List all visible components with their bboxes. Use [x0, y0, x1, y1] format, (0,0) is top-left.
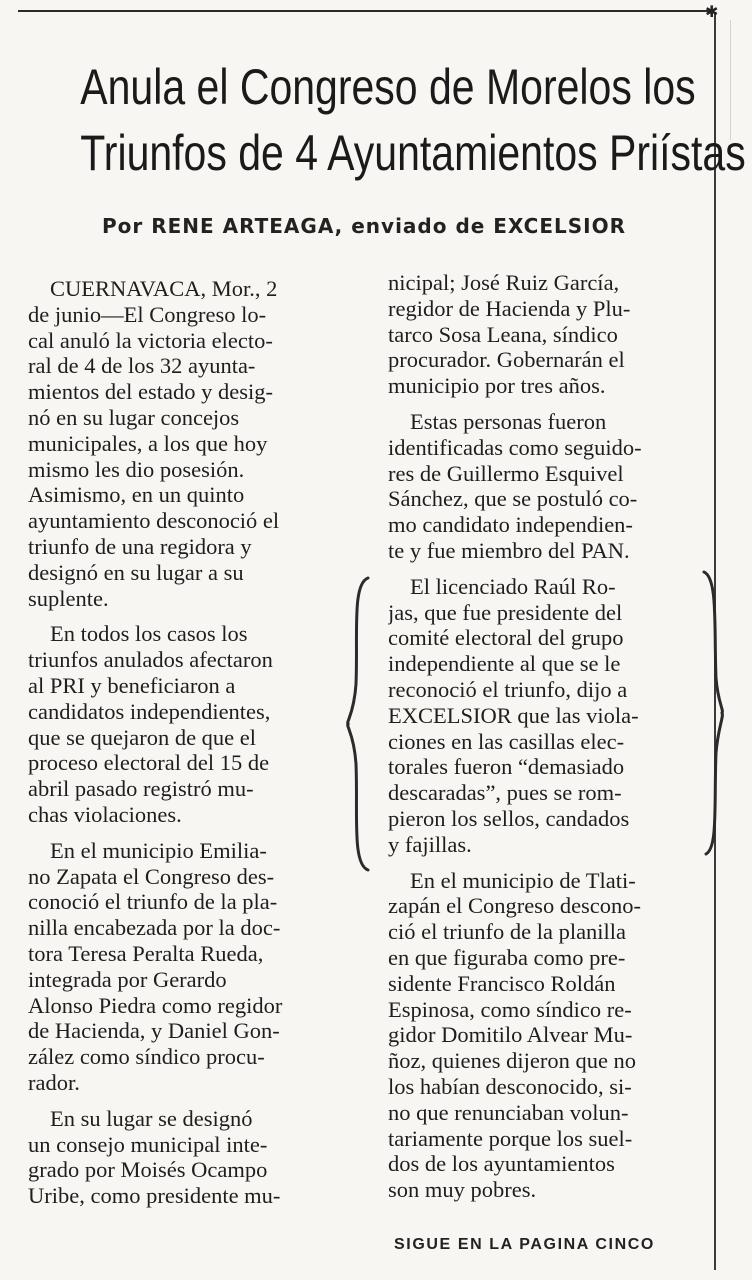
text-line: descaradas”, pues se rom- [388, 780, 622, 806]
text-line: mo candidato independien- [388, 512, 633, 538]
text-line: Alonso Piedra como regidor [28, 992, 283, 1018]
headline [80, 54, 746, 186]
text-line: triunfos anulados afectaron [28, 647, 273, 673]
paragraph-gap [388, 564, 710, 574]
text-line: nilla encabezada por la doc- [28, 915, 281, 941]
headline-line: Anula el Congreso de Morelos los [80, 59, 696, 115]
paragraph-gap [28, 1096, 348, 1106]
text-line: En todos los casos los [50, 621, 248, 647]
handwritten-brace-left [344, 574, 372, 874]
continuation-note: SIGUE EN LA PAGINA CINCO [394, 1236, 655, 1253]
text-line: Uribe, como presidente mu- [28, 1183, 281, 1209]
text-line: que se quejaron de que el [28, 724, 257, 750]
text-line: reconoció el triunfo, dijo a [388, 676, 628, 702]
text-line: abril pasado registró mu- [28, 776, 254, 802]
text-line: identificadas como seguido- [388, 434, 642, 460]
text-line: cal anuló la victoria electo- [28, 327, 273, 353]
paragraph-gap [388, 858, 710, 868]
text-line: grado por Moisés Ocampo [28, 1157, 268, 1183]
text-line: te y fue miembro del PAN. [388, 537, 630, 563]
text-line: procurador. Gobernarán el [388, 347, 625, 373]
text-line: tora Teresa Peralta Rueda, [28, 940, 264, 966]
text-line: zález como síndico procu- [28, 1044, 265, 1070]
text-line: designó en su lugar a su [28, 559, 244, 585]
text-line: EXCELSIOR que las viola- [388, 702, 639, 728]
text-line: CUERNAVACA, Mor., 2 [50, 276, 278, 301]
text-line: Asimismo, en un quinto [28, 482, 245, 508]
text-line: dos de los ayuntamientos [388, 1151, 615, 1177]
text-line: municipio por tres años. [388, 373, 606, 399]
paragraph-gap [28, 828, 348, 838]
text-line: integrada por Gerardo [28, 966, 227, 992]
right-column [388, 270, 710, 1203]
text-line: de junio—El Congreso lo- [28, 301, 267, 327]
text-line: torales fueron “demasiado [388, 754, 625, 780]
text-line: zapán el Congreso descono- [388, 893, 642, 919]
text-line: rador. [28, 1069, 80, 1095]
text-line: tarco Sosa Leana, síndico [388, 321, 618, 347]
text-line: sidente Francisco Roldán [388, 970, 616, 996]
text-line: mismo les dio posesión. [28, 456, 245, 482]
text-line: son muy pobres. [388, 1177, 537, 1203]
text-line: chas violaciones. [28, 801, 182, 827]
text-line: ció el triunfo de la planilla [388, 919, 627, 945]
text-line: Espinosa, como síndico re- [388, 996, 632, 1022]
text-line: al PRI y beneficiaron a [28, 672, 236, 698]
text-line: Sánchez, que se postuló co- [388, 486, 638, 512]
text-line: regidor de Hacienda y Plu- [388, 295, 631, 321]
text-line: El licenciado Raúl Ro- [410, 573, 616, 599]
text-line: ral de 4 de los 32 ayunta- [28, 353, 256, 379]
text-line: tariamente porque los suel- [388, 1125, 633, 1151]
text-line: ciones en las casillas elec- [388, 728, 625, 754]
text-line: nicipal; José Ruiz García, [388, 270, 620, 295]
text-line: suplente. [28, 585, 109, 611]
text-line: los habían desconocido, si- [388, 1073, 632, 1099]
text-line: mientos del estado y desig- [28, 379, 273, 405]
text-line: ayuntamiento desconoció el [28, 508, 280, 534]
text-line: nó en su lugar concejos [28, 404, 240, 430]
text-line: municipales, a los que hoy [28, 430, 268, 456]
text-line: proceso electoral del 15 de [28, 750, 270, 776]
text-line: un consejo municipal inte- [28, 1131, 268, 1157]
paragraph-gap [28, 611, 348, 621]
text-line: en que figuraba como pre- [388, 944, 626, 970]
text-line: no Zapata el Congreso des- [28, 863, 275, 889]
text-line: comité electoral del grupo [388, 625, 624, 651]
handwritten-brace-right [700, 568, 728, 858]
text-line: candidatos independientes, [28, 698, 271, 724]
text-line: triunfo de una regidora y [28, 533, 252, 559]
text-line: de Hacienda, y Daniel Gon- [28, 1018, 280, 1044]
top-rule [18, 10, 710, 12]
paragraph-gap [388, 399, 710, 409]
text-line: y fajillas. [388, 831, 472, 857]
headline-line: Triunfos de 4 Ayuntamientos Priístas [80, 125, 746, 181]
text-line: gidor Domitilo Alvear Mu- [388, 1022, 633, 1048]
text-line: pieron los sellos, candados [388, 805, 630, 831]
text-line: ñoz, quienes dijeron que no [388, 1048, 637, 1074]
text-line: independiente al que se le [388, 651, 621, 677]
text-line: conoció el triunfo de la pla- [28, 889, 278, 915]
text-line: En el municipio Emilia- [50, 837, 267, 863]
text-line: jas, que fue presidente del [388, 599, 623, 625]
text-line: En el municipio de Tlati- [410, 867, 636, 893]
text-line: no que renunciaban volun- [388, 1099, 629, 1125]
asterisk-mark: ✱ [705, 2, 719, 21]
text-line: En su lugar se designó [50, 1105, 253, 1131]
edge-scratch [730, 20, 745, 140]
left-column [28, 276, 348, 1209]
text-line: res de Guillermo Esquivel [388, 460, 624, 486]
byline: Por RENE ARTEAGA, enviado de EXCELSIOR [102, 214, 626, 238]
text-line: Estas personas fueron [410, 408, 607, 434]
